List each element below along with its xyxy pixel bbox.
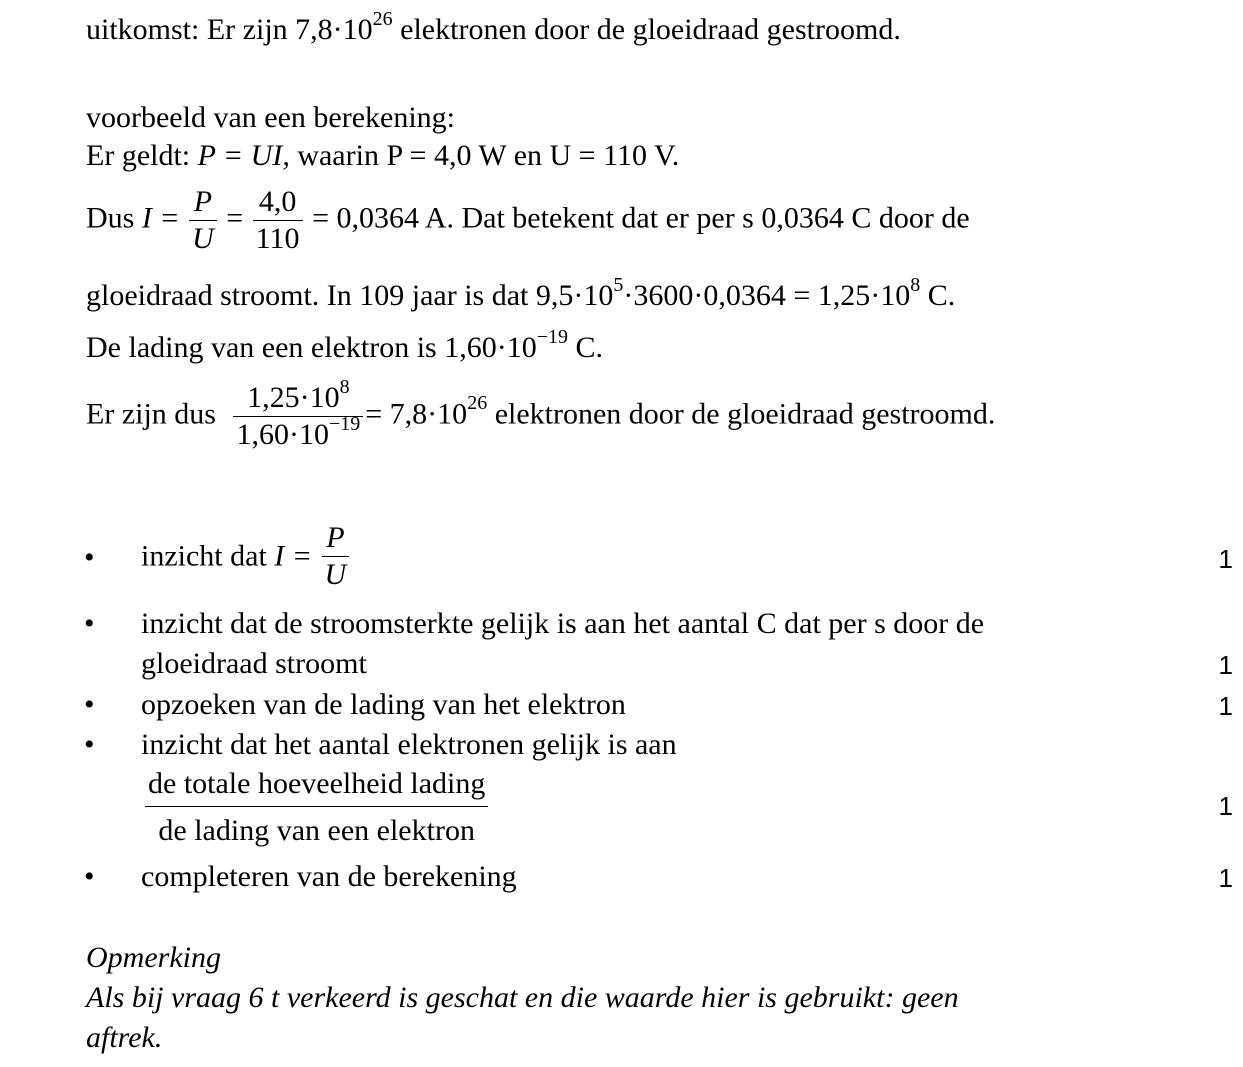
exponent: −19 <box>328 413 361 435</box>
example-line-2 <box>86 184 970 257</box>
text-lading-elektron: De lading van een elektron is <box>86 331 437 364</box>
example-line-4 <box>86 326 604 366</box>
term-result: = 7,8·10 <box>365 397 468 431</box>
exponent: 8 <box>339 376 350 398</box>
fraction-p-over-u <box>189 184 217 257</box>
criterion-1 <box>141 520 351 593</box>
fraction-charge-ratio <box>233 376 363 453</box>
fraction-numerator: P <box>322 520 350 557</box>
result-mantissa: 7,8·10 <box>295 13 373 46</box>
term-time: 9,5·10 <box>535 279 614 312</box>
result-prefix: uitkomst: Er zijn <box>86 13 288 46</box>
remark-title: Opmerking <box>86 941 221 974</box>
criterion-3: opzoeken van de lading van het elektron <box>141 688 626 721</box>
example-line-1 <box>86 138 679 174</box>
text-en: en <box>513 139 543 172</box>
score-3: 1 <box>1218 691 1233 721</box>
fraction-charge-over-electron <box>145 766 488 849</box>
result-exponent: 26 <box>372 8 393 30</box>
fraction-p-over-u <box>322 520 350 593</box>
text-waarin: waarin <box>297 139 379 172</box>
fraction-denominator: de lading van een elektron <box>158 814 475 847</box>
criterion-2-line-2: gloeidraad stroomt <box>141 647 367 680</box>
term: 1,60·10 <box>236 418 329 451</box>
value-p: P = 4,0 W <box>386 139 507 172</box>
formula-i-eq: I = <box>141 201 180 235</box>
bullet-icon: • <box>84 541 95 574</box>
criterion-text: inzicht dat <box>141 539 267 573</box>
term-charge-calc: ·3600·0,0364 = 1,25·10 <box>623 279 911 312</box>
remark-line-1: Als bij vraag 6 t verkeerd is geschat en die waarde hier is gebruikt: geen <box>86 981 959 1014</box>
term: 1,25·10 <box>247 381 340 414</box>
text-er-geldt: Er geldt: <box>86 139 191 172</box>
fraction-numerator <box>233 376 363 417</box>
bullet-icon: • <box>84 728 95 761</box>
formula-i-eq: I = <box>274 539 313 573</box>
fraction-denominator <box>233 413 363 453</box>
text-dus: Dus <box>86 201 135 235</box>
bullet-icon: • <box>84 860 95 893</box>
term-elementary-charge: 1,60·10 <box>444 331 537 364</box>
exponent: 5 <box>613 274 624 296</box>
fraction-numerator: de totale hoeveelheid lading <box>145 766 488 807</box>
equals-sign: = <box>226 201 244 235</box>
fraction-denominator: U <box>324 558 347 591</box>
score-5: 1 <box>1218 863 1233 893</box>
criterion-4: inzicht dat het aantal elektronen gelijk is aan <box>141 728 677 761</box>
exponent: 26 <box>467 392 488 415</box>
example-line-5 <box>86 376 996 453</box>
fraction-numerator: 4,0 <box>253 184 303 221</box>
score-4: 1 <box>1218 791 1233 821</box>
fraction-denominator: 110 <box>255 222 300 255</box>
formula-p-ui: P = UI, <box>197 139 290 172</box>
bullet-icon: • <box>84 607 95 640</box>
example-line-3 <box>86 274 956 314</box>
exponent: 8 <box>910 274 921 296</box>
unit-coulomb: C. <box>575 331 604 364</box>
text-current-result: = 0,0364 A. Dat betekent dat er per s 0,0364 C door de <box>312 201 970 235</box>
result-line <box>86 8 901 48</box>
score-2: 1 <box>1218 650 1233 680</box>
fraction-numerator: P <box>189 184 217 221</box>
criterion-4-fraction <box>145 766 488 849</box>
criterion-2-line-1: inzicht dat de stroomsterkte gelijk is aan het aantal C dat per s door de <box>141 607 985 640</box>
text-elektronen-gestroomd: elektronen door de gloeidraad gestroomd. <box>494 397 996 431</box>
remark-line-2: aftrek. <box>86 1021 163 1054</box>
fraction-denominator: U <box>192 222 214 255</box>
exponent: −19 <box>536 326 568 348</box>
unit-coulomb: C. <box>927 279 956 312</box>
result-suffix: elektronen door de gloeidraad gestroomd. <box>400 13 901 46</box>
score-1: 1 <box>1218 544 1233 574</box>
example-heading: voorbeeld van een berekening: <box>86 101 456 134</box>
fraction-4-over-110 <box>253 184 303 257</box>
value-u: U = 110 V. <box>549 139 680 172</box>
criterion-5: completeren van de berekening <box>141 860 517 893</box>
text-gloeidraad-stroomt: gloeidraad stroomt. In 109 jaar is dat <box>86 279 529 312</box>
text-er-zijn-dus: Er zijn dus <box>86 397 216 431</box>
bullet-icon: • <box>84 688 95 721</box>
